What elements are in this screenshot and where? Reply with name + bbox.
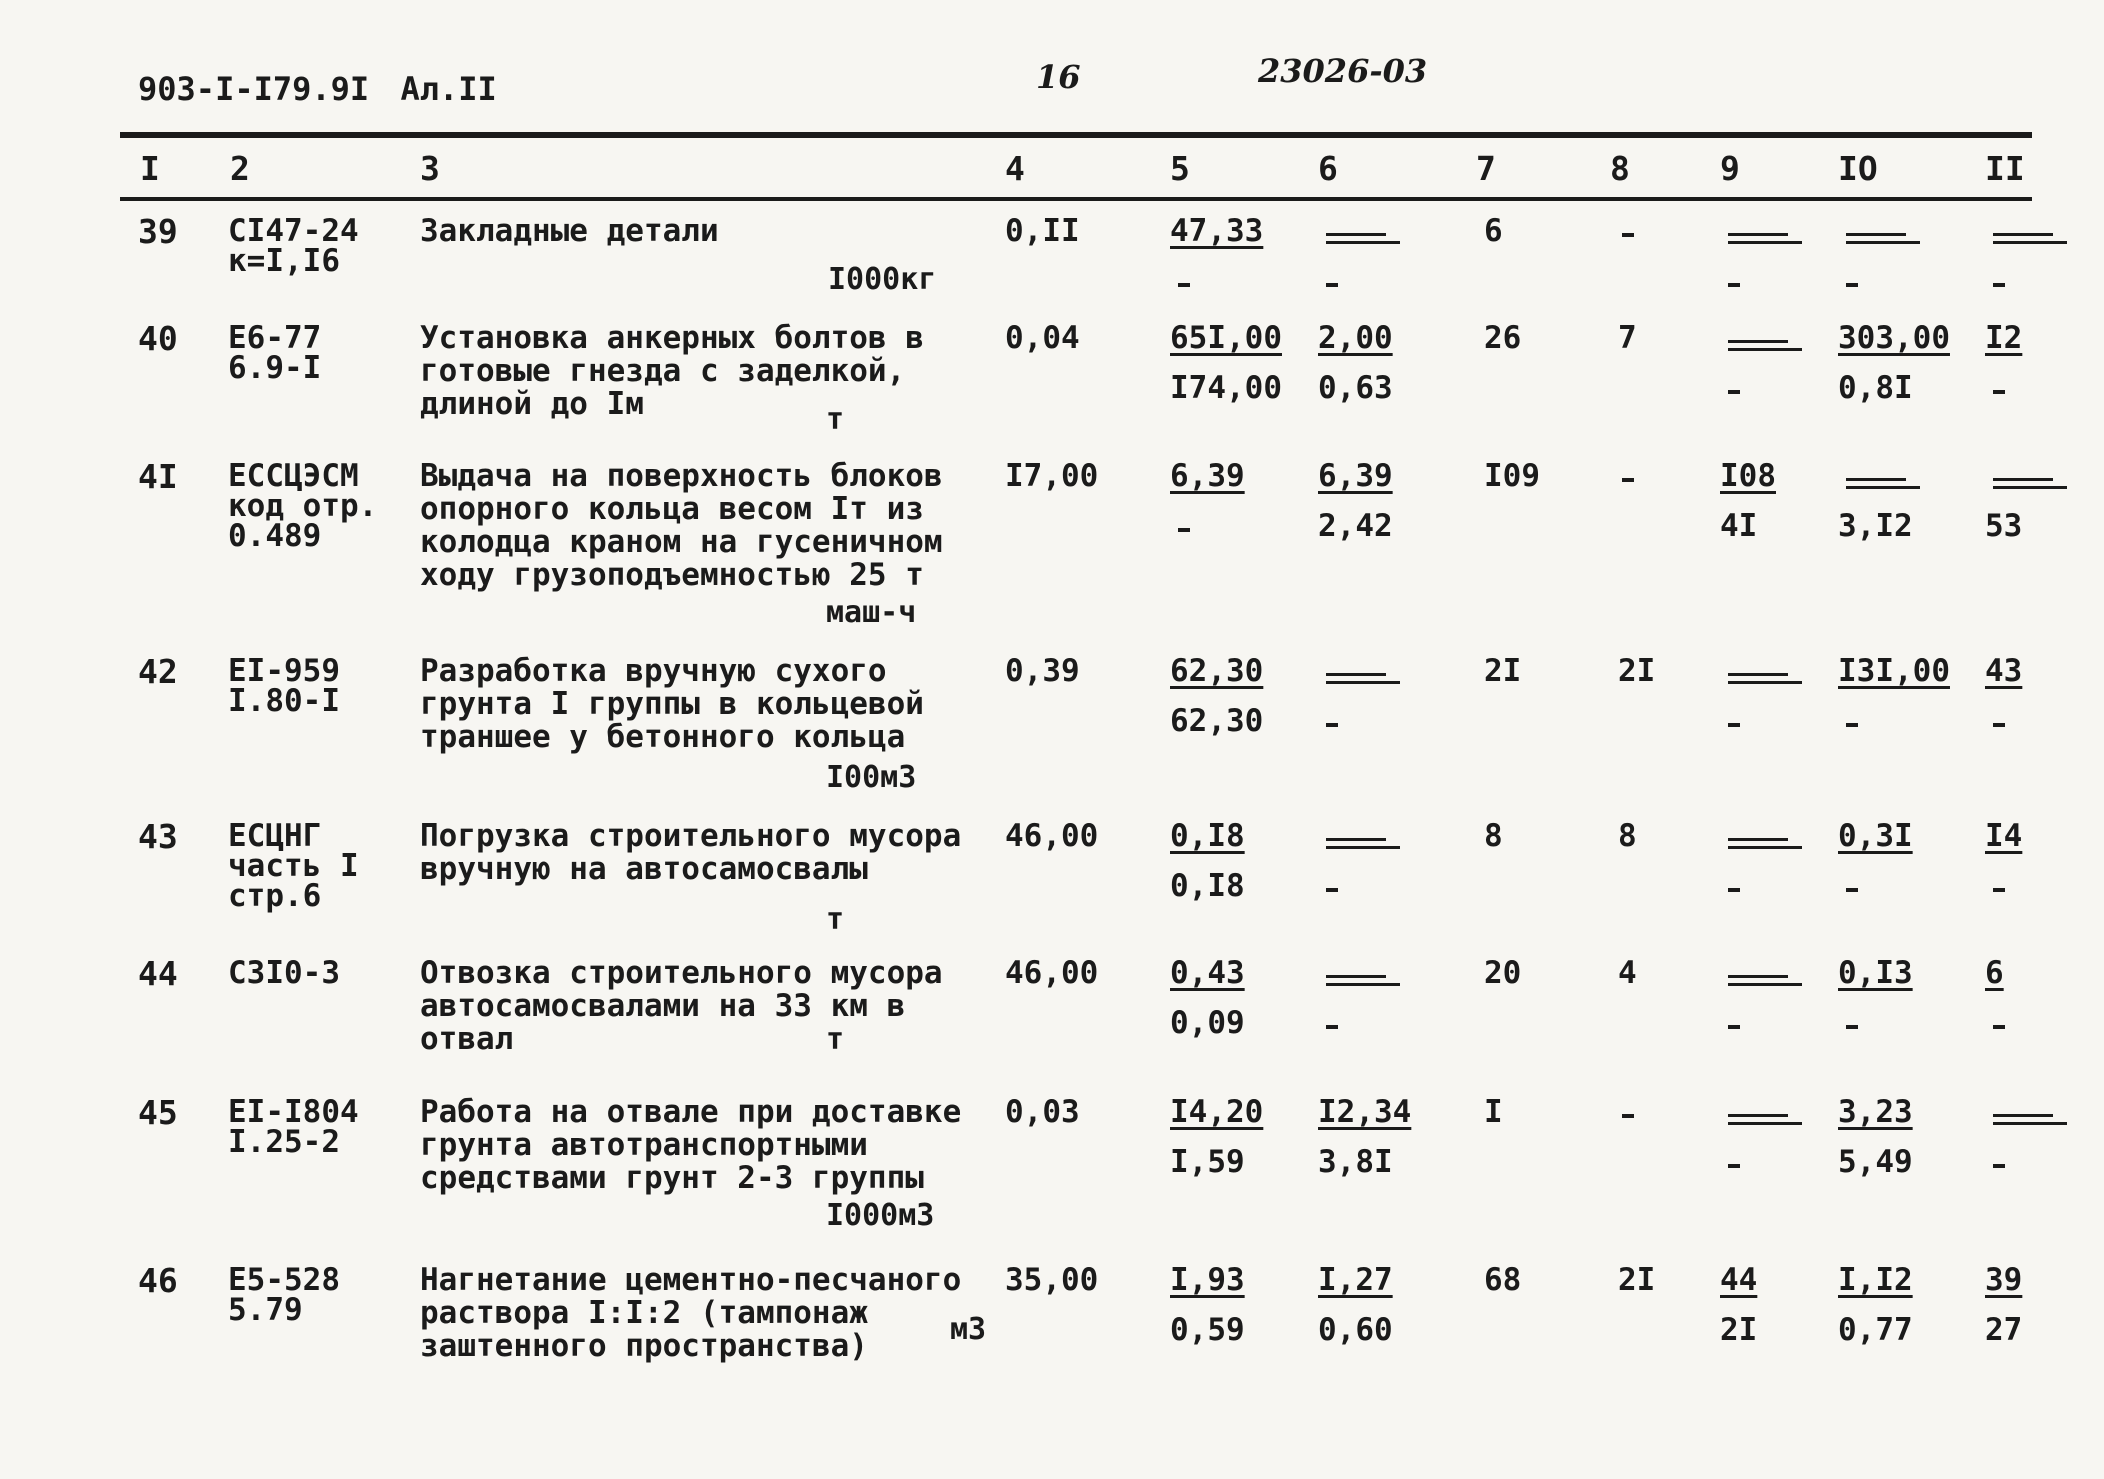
rate-code: Е6-77 (228, 320, 322, 356)
col6-top: 6,39 (1318, 458, 1393, 494)
col10-top-dash (1846, 486, 1920, 489)
col9-top-dash (1728, 846, 1802, 849)
col6-top: I2,34 (1318, 1094, 1412, 1130)
col7: 20 (1484, 955, 1522, 991)
col8-dash (1622, 233, 1634, 237)
col10-bottom-dash (1846, 283, 1858, 287)
col10-bottom-dash (1846, 1025, 1858, 1029)
col11-top-dash (1993, 241, 2067, 244)
col5-top: 0,I8 (1170, 818, 1245, 854)
col10-top-dash (1846, 478, 1906, 481)
column-header-7: 7 (1476, 149, 1496, 188)
col5-bottom-dash (1178, 283, 1190, 287)
col5-top: 65I,00 (1170, 320, 1282, 356)
col6-bottom-dash (1326, 723, 1338, 727)
unit-of-measure: I000м3 (826, 1198, 935, 1233)
rate-code: 5.79 (228, 1292, 303, 1328)
col6-bottom: 0,60 (1318, 1312, 1393, 1348)
row-number: 40 (138, 319, 178, 358)
column-header-10: IO (1838, 149, 1878, 188)
col10-top: 0,I3 (1838, 955, 1913, 991)
rate-code: CI47-24 (228, 213, 359, 249)
rate-code: ЕI-I804 (228, 1094, 359, 1130)
col10-top-dash (1846, 241, 1920, 244)
col11-top-dash (1993, 1114, 2053, 1117)
column-header-5: 5 (1170, 149, 1190, 188)
work-description: Разработка вручную сухого грунта I группы в кольцевой траншее у бетонного кольца (420, 653, 924, 755)
col11-bottom: 53 (1985, 508, 2023, 544)
column-header-4: 4 (1005, 149, 1025, 188)
col6-bottom-dash (1326, 283, 1338, 287)
col9-top-dash (1728, 233, 1788, 236)
rate-code: 6.9-I (228, 350, 322, 386)
col10-bottom: 0,8I (1838, 370, 1913, 406)
col6-top-dash (1326, 838, 1386, 841)
col7: 26 (1484, 320, 1522, 356)
col10-bottom-dash (1846, 888, 1858, 892)
header-bottom-rule (120, 197, 2032, 201)
work-description: Выдача на поверхность блоков опорного кольца весом Iт из колодца краном на гусеничном ходу грузоподъемностью 25 т (420, 458, 943, 593)
col9-top-dash (1728, 241, 1802, 244)
quantity: 0,04 (1005, 320, 1080, 356)
unit-of-measure: I00м3 (826, 760, 917, 795)
col8-dash (1622, 478, 1634, 482)
col8: 2I (1618, 653, 1656, 689)
col9-bottom-dash (1728, 888, 1740, 892)
col5-bottom: 62,30 (1170, 703, 1264, 739)
row-number: 44 (138, 954, 178, 993)
col5-bottom: I74,00 (1170, 370, 1282, 406)
rate-code: Е5-528 (228, 1262, 340, 1298)
quantity: 0,03 (1005, 1094, 1080, 1130)
col9-bottom: 2I (1720, 1312, 1758, 1348)
col9-top-dash (1728, 983, 1802, 986)
document-code (138, 70, 497, 108)
work-description: Работа на отвале при доставке грунта автотранспортными средствами грунт 2-3 группы (420, 1094, 962, 1196)
column-header-2: 2 (230, 149, 250, 188)
work-description: Установка анкерных болтов в готовые гнезда с заделкой, длиной до Iм (420, 320, 924, 422)
col5-bottom-dash (1178, 528, 1190, 532)
row-number: 46 (138, 1261, 178, 1300)
col11-bottom-dash (1993, 283, 2005, 287)
col5-top: I,93 (1170, 1262, 1245, 1298)
col11-top: 6 (1985, 955, 2004, 991)
table-top-rule (120, 132, 2032, 138)
rate-code: ЕСЦНГ (228, 818, 322, 854)
col6-top-dash (1326, 846, 1400, 849)
col11-top: I2 (1985, 320, 2023, 356)
col6-bottom: 0,63 (1318, 370, 1393, 406)
col11-top: I4 (1985, 818, 2023, 854)
col5-top: 47,33 (1170, 213, 1264, 249)
col8: 8 (1618, 818, 1637, 854)
col6-top: 2,00 (1318, 320, 1393, 356)
col6-top-dash (1326, 975, 1386, 978)
col10-top: 303,00 (1838, 320, 1950, 356)
rate-code: ЕI-959 (228, 653, 340, 689)
col8: 7 (1618, 320, 1637, 356)
col7: I09 (1484, 458, 1540, 494)
rate-code: к=I,I6 (228, 243, 340, 279)
col9-top-dash (1728, 348, 1802, 351)
unit-of-measure: т (826, 902, 845, 937)
col9-bottom: 4I (1720, 508, 1758, 544)
col7: 68 (1484, 1262, 1522, 1298)
unit-of-measure: маш-ч (826, 595, 917, 630)
col11-bottom: 27 (1985, 1312, 2023, 1348)
unit-of-measure: м3 (950, 1312, 987, 1347)
col11-top-dash (1993, 1122, 2067, 1125)
col6-top-dash (1326, 983, 1400, 986)
col11-bottom-dash (1993, 888, 2005, 892)
col5-top: 62,30 (1170, 653, 1264, 689)
col11-bottom-dash (1993, 1025, 2005, 1029)
col9-top-dash (1728, 975, 1788, 978)
col5-top: I4,20 (1170, 1094, 1264, 1130)
col9-top-dash (1728, 1122, 1802, 1125)
col5-bottom: 0,09 (1170, 1005, 1245, 1041)
col6-bottom-dash (1326, 888, 1338, 892)
col6-top-dash (1326, 681, 1400, 684)
column-header-6: 6 (1318, 149, 1338, 188)
rate-code: стр.6 (228, 878, 322, 914)
col9-top-dash (1728, 1114, 1788, 1117)
row-number: 42 (138, 652, 178, 691)
code: 903-I-I79.9I (138, 70, 370, 108)
quantity: 46,00 (1005, 955, 1099, 991)
col8: 2I (1618, 1262, 1656, 1298)
col6-bottom-dash (1326, 1025, 1338, 1029)
col10-bottom: 5,49 (1838, 1144, 1913, 1180)
rate-code: код отр. (228, 488, 378, 524)
rate-code: I.25-2 (228, 1124, 340, 1160)
col9-top-dash (1728, 340, 1788, 343)
work-description: Нагнетание цементно-песчаного раствора I:I:2 (тампонаж заштенного пространства) (420, 1262, 962, 1364)
col11-top-dash (1993, 233, 2053, 236)
work-description: Отвозка строительного мусора автосамосвалами на 33 км в отвал (420, 955, 943, 1057)
page-number: 16 (1036, 58, 1081, 96)
column-header-8: 8 (1610, 149, 1630, 188)
rate-code: ЕССЦЭСМ (228, 458, 359, 494)
work-description: Закладные детали (420, 213, 719, 249)
col11-bottom-dash (1993, 390, 2005, 394)
unit-of-measure: т (826, 1022, 845, 1057)
col10-bottom: 3,I2 (1838, 508, 1913, 544)
col9-bottom-dash (1728, 1025, 1740, 1029)
col10-bottom: 0,77 (1838, 1312, 1913, 1348)
quantity: 46,00 (1005, 818, 1099, 854)
quantity: I7,00 (1005, 458, 1099, 494)
row-number: 39 (138, 212, 178, 251)
col9-top-dash (1728, 681, 1802, 684)
col6-top: I,27 (1318, 1262, 1393, 1298)
column-header-3: 3 (420, 149, 440, 188)
quantity: 0,39 (1005, 653, 1080, 689)
col7: I (1484, 1094, 1503, 1130)
col8: 4 (1618, 955, 1637, 991)
row-number: 45 (138, 1093, 178, 1132)
col11-top: 39 (1985, 1262, 2023, 1298)
col11-bottom-dash (1993, 723, 2005, 727)
rate-code: I.80-I (228, 683, 340, 719)
col9-bottom-dash (1728, 283, 1740, 287)
unit-of-measure: т (826, 402, 845, 437)
rate-code: 0.489 (228, 518, 322, 554)
row-number: 43 (138, 817, 178, 856)
col10-bottom-dash (1846, 723, 1858, 727)
col10-top: 0,3I (1838, 818, 1913, 854)
work-description: Погрузка строительного мусора вручную на автосамосвалы (420, 818, 962, 887)
col6-top-dash (1326, 241, 1400, 244)
col8-dash (1622, 1114, 1634, 1118)
column-header-11: II (1985, 149, 2025, 188)
col5-top: 0,43 (1170, 955, 1245, 991)
unit-of-measure: I000кг (828, 262, 937, 297)
col5-bottom: 0,I8 (1170, 868, 1245, 904)
col6-bottom: 3,8I (1318, 1144, 1393, 1180)
col9-top-dash (1728, 838, 1788, 841)
rate-code: часть I (228, 848, 359, 884)
col9-top-dash (1728, 673, 1788, 676)
inventory-number: 23026-03 (1258, 52, 1428, 90)
col9-bottom-dash (1728, 1164, 1740, 1168)
col9-bottom-dash (1728, 390, 1740, 394)
quantity: 0,II (1005, 213, 1080, 249)
row-number: 4I (138, 457, 178, 496)
col11-bottom-dash (1993, 1164, 2005, 1168)
rate-code: С3I0-3 (228, 955, 340, 991)
col5-top: 6,39 (1170, 458, 1245, 494)
column-header-9: 9 (1720, 149, 1740, 188)
col6-top-dash (1326, 673, 1386, 676)
col10-top: I3I,00 (1838, 653, 1950, 689)
col6-top-dash (1326, 233, 1386, 236)
album: Ал.II (400, 70, 497, 108)
col5-bottom: I,59 (1170, 1144, 1245, 1180)
col10-top: 3,23 (1838, 1094, 1913, 1130)
quantity: 35,00 (1005, 1262, 1099, 1298)
col7: 8 (1484, 818, 1503, 854)
col11-top-dash (1993, 478, 2053, 481)
col10-top-dash (1846, 233, 1906, 236)
column-header-1: I (140, 149, 160, 188)
col11-top: 43 (1985, 653, 2023, 689)
col9-bottom-dash (1728, 723, 1740, 727)
col7: 2I (1484, 653, 1522, 689)
col7: 6 (1484, 213, 1503, 249)
col6-bottom: 2,42 (1318, 508, 1393, 544)
col10-top: I,I2 (1838, 1262, 1913, 1298)
col11-top-dash (1993, 486, 2067, 489)
col5-bottom: 0,59 (1170, 1312, 1245, 1348)
col9-top: 44 (1720, 1262, 1758, 1298)
col9-top: I08 (1720, 458, 1776, 494)
